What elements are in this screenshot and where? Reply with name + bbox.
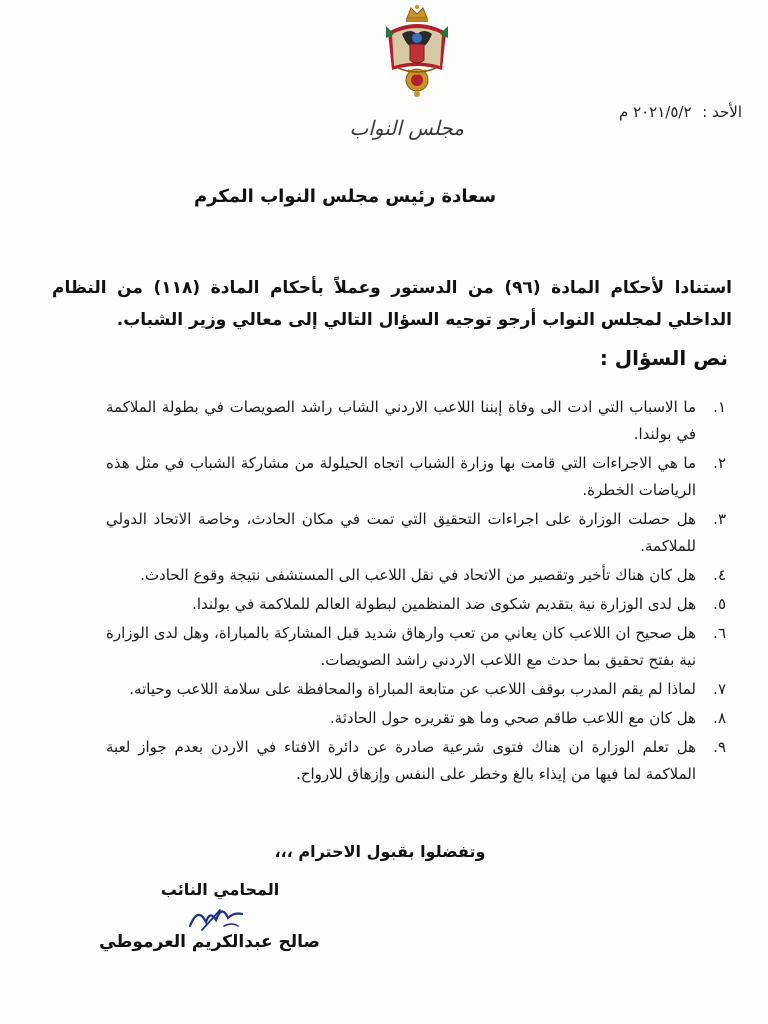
list-item <box>106 620 726 674</box>
parliament-name: مجلس النواب <box>349 116 464 140</box>
question-text: هل تعلم الوزارة ان هناك فتوى شرعية صادرة عن دائرة الافتاء في الاردن بعدم جواز لعبة الملاكمة لما فيها من إيذاء بالغ وخطر على النفس وإزهاق للارواح. <box>106 738 696 783</box>
list-item <box>106 562 726 589</box>
parliament-calligraphy-logo <box>349 112 464 150</box>
question-number: ٥. <box>713 595 726 613</box>
list-item <box>106 591 726 618</box>
question-text: ما هي الاجراءات التي قامت بها وزارة الشباب اتجاه الحيلولة من مشاركة الشباب في مثل هذه الرياضات الخطرة. <box>106 454 696 499</box>
addressee-line: سعادة رئيس مجلس النواب المكرم <box>193 186 497 207</box>
question-number: ١. <box>713 398 726 416</box>
list-item <box>106 394 726 448</box>
question-number: ٣. <box>713 510 726 528</box>
signatory-name: صالح عبدالكريم العرموطي <box>99 932 320 952</box>
date-label: الأحد : <box>702 103 742 121</box>
date-value: ٢٠٢١/٥/٢ م <box>619 103 692 121</box>
question-number: ٧. <box>713 680 726 698</box>
question-number: ٤. <box>713 566 726 584</box>
question-text: هل كان هناك تأخير وتقصير من الاتحاد في نقل اللاعب الى المستشفى نتيجة وقوع الحادث. <box>140 566 696 584</box>
list-item <box>106 450 726 504</box>
list-item <box>106 506 726 560</box>
question-number: ٨. <box>713 709 726 727</box>
questions-list <box>106 394 726 790</box>
questions-heading: نص السؤال : <box>599 346 728 370</box>
question-number: ٦. <box>713 624 726 642</box>
question-number: ٢. <box>713 454 726 472</box>
jordan-coat-of-arms-icon <box>380 4 454 100</box>
list-item <box>106 705 726 732</box>
letter-date <box>613 103 742 121</box>
intro-paragraph: استنادا لأحكام المادة (٩٦) من الدستور وعملاً بأحكام المادة (١١٨) من النظام الداخلي لمجلس النواب أرجو توجيه السؤال التالي إلى معالي وزير الشباب. <box>52 278 732 330</box>
handwritten-signature-icon <box>180 896 260 936</box>
question-text: لماذا لم يقم المدرب بوقف اللاعب عن متابعة المباراة والمحافظة على سلامة اللاعب وحياته. <box>129 680 696 698</box>
closing-line: وتفضلوا بقبول الاحترام ،،، <box>274 842 486 861</box>
question-text: هل كان مع اللاعب طاقم صحي وما هو تقريره حول الحادثة. <box>329 709 696 727</box>
question-number: ٩. <box>713 738 726 756</box>
signatory-title: المحامي النائب <box>160 880 280 899</box>
list-item <box>106 676 726 703</box>
question-text: هل حصلت الوزارة على اجراءات التحقيق التي تمت في مكان الحادث، وخاصة الاتحاد الدولي للملاكمة. <box>106 510 696 555</box>
list-item <box>106 734 726 788</box>
question-text: هل صحيح ان اللاعب كان يعاني من تعب وارهاق شديد قبل المشاركة بالمباراة، وهل لدى الوزارة نية بفتح تحقيق بما حدث مع اللاعب الاردني راشد الصويصات. <box>106 624 696 669</box>
question-text: هل لدى الوزارة نية بتقديم شكوى ضد المنظمين لبطولة العالم للملاكمة في بولندا. <box>192 595 696 613</box>
question-text: ما الاسباب التي ادت الى وفاة إبننا اللاعب الاردني الشاب راشد الصويصات في بطولة الملاكمة في بولندا. <box>106 398 696 443</box>
